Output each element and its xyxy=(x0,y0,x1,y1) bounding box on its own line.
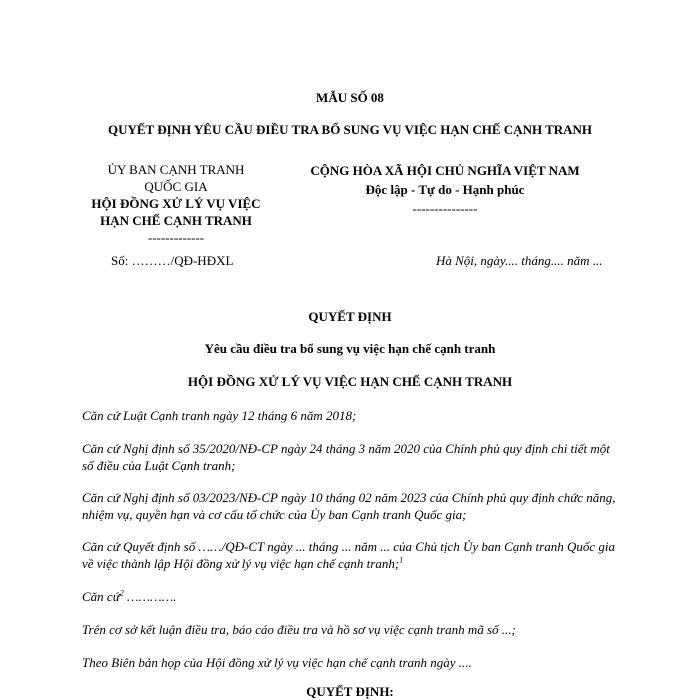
council-name-line2: HẠN CHẾ CẠNH TRANH xyxy=(100,213,252,228)
place-date: Hà Nội, ngày.... tháng.... năm ... xyxy=(436,253,603,268)
legal-basis-decree-35: Căn cứ Nghị định số 35/2020/NĐ-CP ngày 24 tháng 3 năm 2020 của Chính phủ quy định chi tiết một số điều của Luật Cạnh tranh; xyxy=(82,441,610,473)
form-title: QUYẾT ĐỊNH YÊU CẦU ĐIỀU TRA BỔ SUNG VỤ VIỆC HẠN CHẾ CẠNH TRANH xyxy=(107,122,593,137)
form-number: MẪU SỐ 08 xyxy=(316,90,384,105)
meeting-minutes-basis: Theo Biên bản họp của Hội đồng xử lý vụ việc hạn chế cạnh tranh ngày .... xyxy=(82,655,472,670)
right-header xyxy=(286,161,604,218)
decides-heading: QUYẾT ĐỊNH: xyxy=(306,684,394,699)
other-basis-suffix: …………. xyxy=(123,589,177,604)
findings-basis: Trên cơ sở kết luận điều tra, báo cáo điều tra và hồ sơ vụ việc cạnh tranh mã số ...; xyxy=(82,622,516,637)
org-name-line2: QUỐC GIA xyxy=(144,179,208,194)
decision-authority: HỘI ĐỒNG XỬ LÝ VỤ VIỆC HẠN CHẾ CẠNH TRANH xyxy=(187,374,513,389)
national-motto: Độc lập - Tự do - Hạnh phúc xyxy=(365,182,525,197)
other-basis-prefix: Căn cứ xyxy=(82,589,120,604)
country-name: CỘNG HÒA XÃ HỘI CHỦ NGHĨA VIỆT NAM xyxy=(310,163,580,178)
footnote-marker-1: 1 xyxy=(399,555,404,565)
legal-basis-decision xyxy=(82,538,622,572)
decision-subject: Yêu cầu điều tra bổ sung vụ việc hạn chế cạnh tranh xyxy=(204,341,496,356)
legal-basis-decision-text: Căn cứ Quyết định số ……/QĐ-CT ngày ... tháng ... năm ... của Chủ tịch Ủy ban Cạnh tranh Quốc gia về việc thành lập Hội đồng xử lý vụ việc hạn chế cạnh tranh; xyxy=(82,539,615,571)
council-name-line1: HỘI ĐỒNG XỬ LÝ VỤ VIỆC xyxy=(91,196,261,211)
decision-heading: QUYẾT ĐỊNH xyxy=(308,309,392,324)
legal-basis-law: Căn cứ Luật Cạnh tranh ngày 12 tháng 6 năm 2018; xyxy=(82,408,357,423)
right-divider: --------------- xyxy=(412,201,478,216)
org-name-line1: ỦY BAN CẠNH TRANH xyxy=(107,162,245,177)
other-basis xyxy=(82,588,622,605)
left-divider: ------------- xyxy=(147,230,205,245)
left-header xyxy=(76,161,276,246)
document-number: Số: ………/QĐ-HĐXL xyxy=(111,253,234,268)
footnote-marker-2: 2 xyxy=(119,588,124,598)
legal-basis-decree-03: Căn cứ Nghị định số 03/2023/NĐ-CP ngày 10 tháng 02 năm 2023 của Chính phủ quy định chức năng, nhiệm vụ, quyền hạn và cơ cấu tổ chức của Ủy ban Cạnh tranh Quốc gia; xyxy=(82,490,616,522)
